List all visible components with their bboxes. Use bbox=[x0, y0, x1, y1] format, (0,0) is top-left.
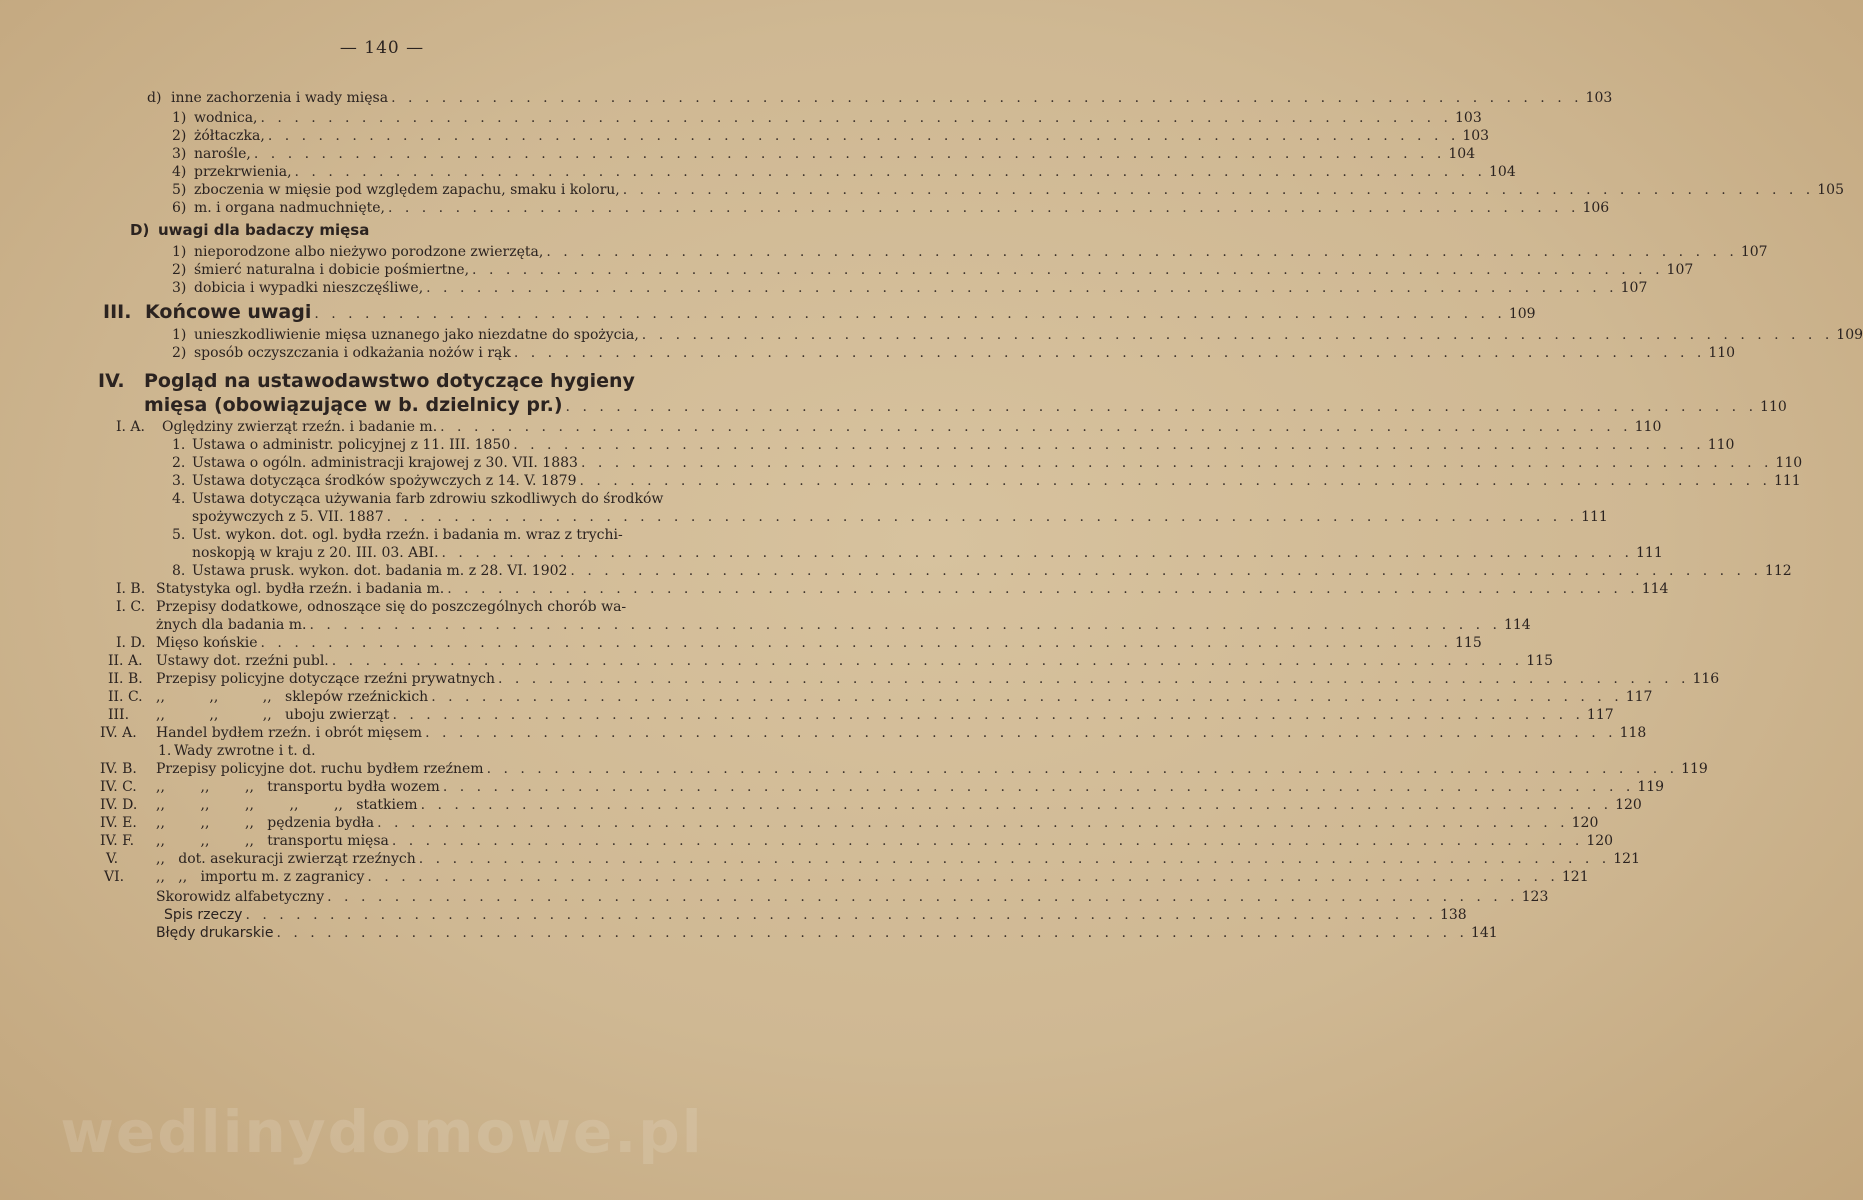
entry-title: Statystyka ogl. bydła rzeźn. i badania m. bbox=[156, 581, 445, 597]
entry-title: ,, ,, importu m. z zagranicy bbox=[156, 869, 365, 885]
entry-title: przekrwienia, bbox=[194, 164, 292, 180]
leader-dots bbox=[425, 725, 1616, 742]
entry-number: 3) bbox=[172, 146, 187, 162]
entry-title: ,, ,, ,, ,, ,, statkiem bbox=[156, 797, 418, 813]
leader-dots bbox=[332, 653, 1523, 670]
toc-entry bbox=[156, 925, 1498, 942]
entry-page: 115 bbox=[1526, 653, 1553, 669]
leader-dots bbox=[421, 797, 1612, 814]
entry-page: 121 bbox=[1613, 851, 1640, 867]
entry-title: ,, ,, ,, sklepów rzeźnickich bbox=[156, 689, 429, 705]
toc-entry bbox=[172, 527, 705, 544]
leader-dots bbox=[419, 851, 1610, 868]
leader-dots bbox=[513, 437, 1704, 454]
toc-entry bbox=[172, 128, 1490, 145]
entry-number: 2) bbox=[172, 128, 187, 144]
entry-page: 107 bbox=[1620, 280, 1648, 296]
entry-page: 117 bbox=[1625, 689, 1653, 705]
entry-number: I. D. bbox=[116, 635, 146, 651]
leader-dots bbox=[268, 128, 1459, 145]
entry-page: 117 bbox=[1586, 707, 1614, 723]
toc-entry bbox=[108, 671, 1720, 688]
leader-dots bbox=[295, 164, 1486, 181]
entry-page: 107 bbox=[1740, 244, 1768, 260]
leader-dots bbox=[245, 907, 1436, 924]
entry-number: I. A. bbox=[116, 419, 145, 435]
entry-title: ,, ,, ,, uboju zwierząt bbox=[156, 707, 390, 723]
toc-entry bbox=[156, 889, 1549, 906]
entry-number: 4) bbox=[172, 164, 187, 180]
entry-title: zboczenia w mięsie pod względem zapachu, smaku i koloru, bbox=[194, 182, 620, 198]
toc-entry bbox=[172, 182, 1844, 199]
entry-number: 2. bbox=[172, 455, 186, 471]
entry-number: 1. bbox=[172, 437, 186, 453]
entry-number: V. bbox=[106, 851, 119, 867]
leader-dots bbox=[327, 889, 1518, 906]
toc-entry bbox=[147, 90, 1613, 107]
entry-page: 138 bbox=[1439, 907, 1467, 923]
entry-page: 120 bbox=[1571, 815, 1599, 831]
entry-number: 1. bbox=[158, 743, 172, 759]
entry-number: 4. bbox=[172, 491, 186, 507]
toc-entry bbox=[156, 617, 1531, 634]
entry-title: Spis rzeczy bbox=[164, 907, 243, 923]
leader-dots bbox=[642, 327, 1833, 344]
entry-number: 5. bbox=[172, 527, 186, 543]
entry-page: 110 bbox=[1708, 345, 1736, 361]
toc-entry bbox=[108, 653, 1553, 670]
entry-page: 121 bbox=[1561, 869, 1589, 885]
entry-page: 114 bbox=[1503, 617, 1531, 633]
leader-dots bbox=[254, 146, 1445, 163]
entry-number: 1) bbox=[172, 327, 187, 343]
entry-title: śmierć naturalna i dobicie pośmiertne, bbox=[194, 262, 470, 278]
entry-number: d) bbox=[147, 90, 162, 106]
entry-page: 106 bbox=[1582, 200, 1610, 216]
leader-dots bbox=[261, 110, 1452, 127]
leader-dots bbox=[391, 90, 1582, 107]
toc-entry bbox=[108, 689, 1653, 706]
entry-title: ,, ,, ,, transportu mięsa bbox=[156, 833, 389, 849]
entry-number: 1) bbox=[172, 244, 187, 260]
entry-page: 118 bbox=[1619, 725, 1647, 741]
toc-entry bbox=[172, 164, 1516, 181]
leader-dots bbox=[623, 182, 1814, 199]
entry-number: II. B. bbox=[108, 671, 143, 687]
entry-title: Przepisy policyjne dot. ruchu bydłem rzeźnem bbox=[156, 761, 484, 777]
entry-title: Przepisy dodatkowe, odnoszące się do poszczególnych chorób wa- bbox=[156, 599, 627, 615]
entry-title: Ustawa dotycząca środków spożywczych z 14. V. 1879 bbox=[192, 473, 577, 489]
leader-dots bbox=[514, 345, 1705, 362]
entry-page: 111 bbox=[1773, 473, 1801, 489]
entry-number: D) bbox=[130, 221, 150, 239]
entry-page: 120 bbox=[1615, 797, 1642, 813]
entry-title: Oględziny zwierząt rzeźn. i badanie m. bbox=[162, 419, 438, 435]
entry-number: 2) bbox=[172, 262, 187, 278]
leader-dots bbox=[387, 509, 1578, 526]
entry-page: 119 bbox=[1681, 761, 1708, 777]
entry-page: 104 bbox=[1489, 164, 1516, 180]
entry-title: ,, ,, ,, transportu bydła wozem bbox=[156, 779, 440, 795]
toc-entry bbox=[172, 563, 1792, 580]
leader-dots bbox=[377, 815, 1568, 832]
leader-dots bbox=[566, 399, 1757, 416]
toc-entry bbox=[108, 707, 1614, 724]
leader-dots bbox=[442, 545, 1633, 562]
toc-entry bbox=[100, 833, 1614, 850]
toc-entry bbox=[158, 743, 705, 760]
entry-page: 104 bbox=[1448, 146, 1476, 162]
entry-number: VI. bbox=[104, 869, 125, 885]
toc-entry bbox=[172, 110, 1482, 127]
entry-number: 1) bbox=[172, 110, 187, 126]
entry-page: 123 bbox=[1521, 889, 1549, 905]
entry-page: 103 bbox=[1585, 90, 1613, 106]
toc-entry bbox=[100, 761, 1708, 778]
entry-page: 109 bbox=[1836, 327, 1863, 343]
entry-title: noskopją w kraju z 20. III. 03. ABI. bbox=[192, 545, 439, 561]
entry-number: II. A. bbox=[108, 653, 143, 669]
section-heading bbox=[130, 222, 705, 239]
leader-dots bbox=[581, 455, 1772, 472]
toc-entry bbox=[192, 545, 1663, 562]
entry-title: żółtaczka, bbox=[194, 128, 265, 144]
toc-entry bbox=[100, 815, 1599, 832]
entry-page: 111 bbox=[1636, 545, 1663, 561]
entry-number: I. C. bbox=[116, 599, 146, 615]
toc-entry bbox=[106, 851, 1640, 868]
leader-dots bbox=[431, 689, 1622, 706]
entry-title: Końcowe uwagi bbox=[145, 301, 312, 323]
entry-number: IV. C. bbox=[100, 779, 137, 795]
entry-number: 5) bbox=[172, 182, 187, 198]
entry-title: Ustawa prusk. wykon. dot. badania m. z 28. VI. 1902 bbox=[192, 563, 568, 579]
leader-dots bbox=[261, 635, 1452, 652]
leader-dots bbox=[447, 581, 1638, 598]
entry-title: ,, dot. asekuracji zwierząt rzeźnych bbox=[156, 851, 416, 867]
entry-page: 116 bbox=[1692, 671, 1720, 687]
entry-title: inne zachorzenia i wady mięsa bbox=[171, 90, 389, 106]
entry-page: 110 bbox=[1634, 419, 1662, 435]
leader-dots bbox=[440, 419, 1631, 436]
toc-entry bbox=[172, 437, 1735, 454]
toc-entry bbox=[172, 345, 1736, 362]
entry-title: Mięso końskie bbox=[156, 635, 258, 651]
toc-entry bbox=[100, 725, 1647, 742]
leader-dots bbox=[570, 563, 1761, 580]
entry-title: Błędy drukarskie bbox=[156, 925, 274, 941]
entry-page: 115 bbox=[1455, 635, 1482, 651]
section-heading bbox=[98, 370, 705, 392]
leader-dots bbox=[276, 925, 1467, 942]
entry-number: IV. A. bbox=[100, 725, 137, 741]
entry-page: 107 bbox=[1666, 262, 1694, 278]
entry-title: mięsa (obowiązujące w b. dzielnicy pr.) bbox=[144, 394, 563, 416]
entry-number: IV. bbox=[98, 370, 125, 392]
leader-dots bbox=[580, 473, 1771, 490]
entry-page: 110 bbox=[1707, 437, 1735, 453]
entry-number: II. C. bbox=[108, 689, 143, 705]
entry-number: IV. B. bbox=[100, 761, 137, 777]
entry-title: Ustawa dotycząca używania farb zdrowiu szkodliwych do środków bbox=[192, 491, 664, 507]
entry-page: 119 bbox=[1637, 779, 1665, 795]
entry-number: 3. bbox=[172, 473, 186, 489]
entry-title: Skorowidz alfabetyczny bbox=[156, 889, 325, 905]
toc-entry bbox=[116, 581, 1669, 598]
entry-title: unieszkodliwienie mięsa uznanego jako niezdatne do spożycia, bbox=[194, 327, 639, 343]
leader-dots bbox=[392, 833, 1583, 850]
entry-title: Handel bydłem rzeźn. i obrót mięsem bbox=[156, 725, 423, 741]
entry-number: III. bbox=[108, 707, 130, 723]
toc-entry bbox=[100, 797, 1642, 814]
toc-entry bbox=[116, 635, 1482, 652]
entry-page: 109 bbox=[1508, 306, 1536, 322]
entry-number: 8. bbox=[172, 563, 186, 579]
toc-entry bbox=[172, 244, 1768, 261]
entry-title: Ustawy dot. rzeźni publ. bbox=[156, 653, 329, 669]
toc-entry bbox=[164, 907, 1467, 924]
leader-dots bbox=[392, 707, 1583, 724]
entry-number: IV. E. bbox=[100, 815, 137, 831]
section-heading bbox=[144, 394, 1787, 416]
entry-title: sposób oczyszczania i odkażania nożów i rąk bbox=[194, 345, 511, 361]
entry-number: III. bbox=[103, 301, 132, 323]
entry-title: Ustawa o administr. policyjnej z 11. III. 1850 bbox=[192, 437, 511, 453]
entry-page: 105 bbox=[1817, 182, 1844, 198]
toc-entry bbox=[172, 455, 1803, 472]
toc-entry bbox=[192, 509, 1608, 526]
entry-title: ,, ,, ,, pędzenia bydła bbox=[156, 815, 375, 831]
leader-dots bbox=[388, 200, 1579, 217]
toc-entry bbox=[172, 327, 1863, 344]
entry-number: I. B. bbox=[116, 581, 146, 597]
toc-entry bbox=[172, 491, 705, 508]
entry-title: wodnica, bbox=[194, 110, 258, 126]
page-number: — 140 — bbox=[339, 38, 425, 58]
entry-page: 141 bbox=[1470, 925, 1498, 941]
toc-entry bbox=[116, 419, 1662, 436]
leader-dots bbox=[472, 262, 1663, 279]
entry-number: IV. D. bbox=[100, 797, 138, 813]
entry-number: IV. F. bbox=[100, 833, 135, 849]
leader-dots bbox=[309, 617, 1500, 634]
leader-dots bbox=[426, 280, 1617, 297]
leader-dots bbox=[367, 869, 1558, 886]
toc-entry bbox=[172, 473, 1801, 490]
toc-entry bbox=[104, 869, 1589, 886]
entry-number: 2) bbox=[172, 345, 187, 361]
watermark: wedlinydomowe.pl bbox=[60, 1098, 704, 1166]
leader-dots bbox=[498, 671, 1689, 688]
entry-title: Pogląd na ustawodawstwo dotyczące hygieny bbox=[144, 370, 635, 392]
entry-page: 112 bbox=[1764, 563, 1792, 579]
toc-entry bbox=[172, 262, 1694, 279]
entry-title: Wady zwrotne i t. d. bbox=[174, 743, 316, 759]
toc-entry bbox=[172, 146, 1476, 163]
entry-title: uwagi dla badaczy mięsa bbox=[158, 221, 370, 239]
entry-title: dobicia i wypadki nieszczęśliwe, bbox=[194, 280, 424, 296]
entry-number: 3) bbox=[172, 280, 187, 296]
toc-entry bbox=[172, 280, 1648, 297]
toc-entry bbox=[116, 599, 705, 616]
entry-page: 110 bbox=[1775, 455, 1803, 471]
section-heading bbox=[103, 301, 1536, 323]
entry-title: nieporodzone albo nieżywo porodzone zwierzęta, bbox=[194, 244, 544, 260]
entry-title: Ustawa o ogóln. administracji krajowej z 30. VII. 1883 bbox=[192, 455, 578, 471]
leader-dots bbox=[487, 761, 1678, 778]
entry-title: Ust. wykon. dot. ogl. bydła rzeźn. i badania m. wraz z trychi- bbox=[192, 527, 623, 543]
entry-page: 103 bbox=[1462, 128, 1490, 144]
entry-page: 120 bbox=[1586, 833, 1614, 849]
entry-title: m. i organa nadmuchnięte, bbox=[194, 200, 385, 216]
entry-page: 114 bbox=[1641, 581, 1669, 597]
entry-page: 103 bbox=[1455, 110, 1482, 126]
entry-title: Przepisy policyjne dotyczące rzeźni prywatnych bbox=[156, 671, 495, 687]
toc-entry bbox=[172, 200, 1610, 217]
leader-dots bbox=[443, 779, 1634, 796]
entry-page: 110 bbox=[1760, 399, 1787, 415]
toc-entry bbox=[100, 779, 1665, 796]
entry-title: żnych dla badania m. bbox=[156, 617, 307, 633]
entry-number: 6) bbox=[172, 200, 187, 216]
entry-title: narośle, bbox=[194, 146, 251, 162]
leader-dots bbox=[546, 244, 1737, 261]
entry-title: spożywczych z 5. VII. 1887 bbox=[192, 509, 384, 525]
entry-page: 111 bbox=[1581, 509, 1608, 525]
leader-dots bbox=[314, 306, 1505, 323]
